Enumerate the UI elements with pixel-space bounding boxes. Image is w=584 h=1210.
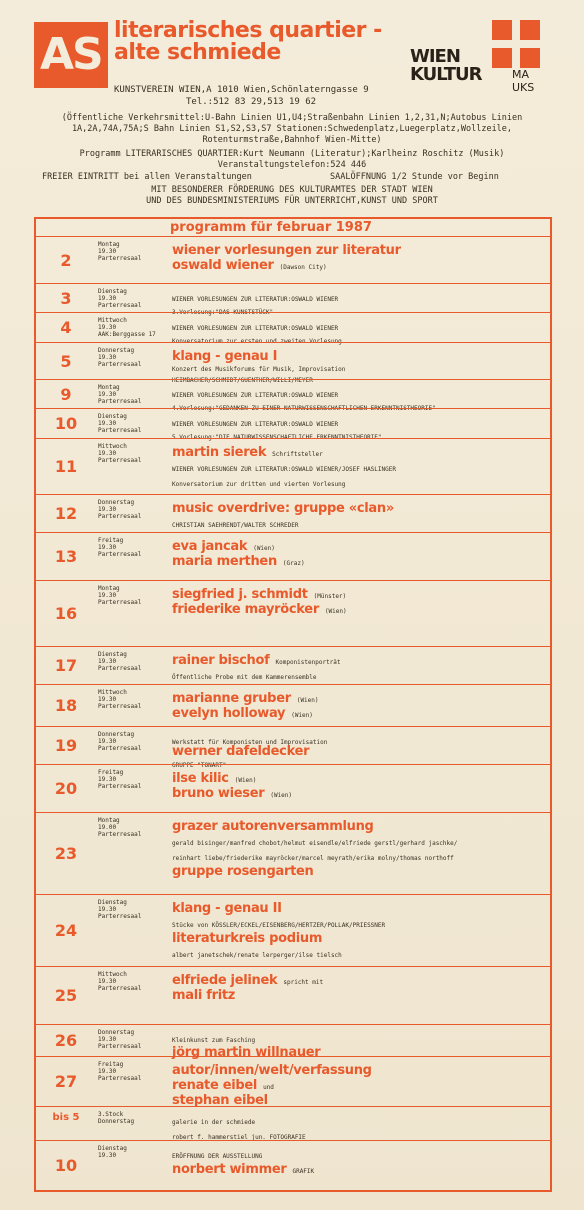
row-day-time: Montag 19.30 Parterresaal [98,241,142,262]
event-note: Schriftsteller [272,451,323,458]
funding-line-2: UND DES BUNDESMINISTERIUMS FÜR UNTERRICHT,KUNST UND SPORT [146,196,438,206]
event-title: literaturkreis podium [172,931,323,946]
event-line [172,782,292,801]
row-date: 3 [60,288,72,308]
event-note: Komponistenporträt [275,659,341,666]
program-row [36,312,550,343]
event-phone-line: Veranstaltungstelefon:524 446 [217,160,367,170]
row-day-time: Freitag 19.30 Parterresaal [98,769,142,790]
program-row [36,812,550,895]
event-title: martin sierek [172,445,267,460]
program-row [36,966,550,1025]
row-date: 11 [54,457,78,476]
event-title: evelyn holloway [172,706,286,721]
title-line-1: literarisches quartier - [114,18,382,43]
row-day-time: Dienstag 19.30 Parterresaal [98,288,142,309]
event-title: renate eibel [172,1078,258,1093]
row-day-time: Donnerstag 19.30 Parterresaal [98,1029,142,1050]
row-day-time: Donnerstag 19.30 Parterresaal [98,731,142,752]
event-title: ilse kilic [172,771,229,786]
row-date: 24 [54,921,78,940]
row-day-time: Dienstag 19.30 Parterresaal [98,651,142,672]
event-title: elfriede jelinek [172,973,278,988]
program-row [36,761,550,813]
address-line: KUNSTVEREIN WIEN,A 1010 Wien,Schönlaterngasse 9 [114,85,369,95]
row-date: 25 [54,986,78,1005]
event-line [172,550,305,569]
row-date: 17 [54,656,78,675]
free-entry-line: FREIER EINTRITT bei allen Veranstaltungen [42,172,252,182]
event-note: (Wien) [324,608,347,615]
row-date: 12 [54,504,78,523]
event-line [172,254,327,273]
transport-line-2: 1A,2A,74A,75A;S Bahn Linien S1,S2,S3,S7 Stationen:Schwedenplatz,Luegerplatz,Wollzeile, [71,124,513,134]
wk-text: WIEN KULTUR [410,46,482,85]
event-detail: Öffentliche Probe mit dem Kammerensemble [172,674,317,681]
event-title: mali fritz [172,988,236,1003]
row-day-time: Montag 19.30 Parterresaal [98,384,142,405]
event-detail: WIENER VORLESUNGEN ZUR LITERATUR:OSWALD WIENER [172,392,339,399]
event-detail: galerie in der schmiede [172,1119,256,1126]
program-row [36,1140,550,1191]
event-detail: Konversatorium zur ersten und zweiten Vorlesung [172,338,342,345]
event-title: gruppe rosengarten [172,864,314,879]
event-title: maria merthen [172,554,277,569]
event-detail: 5.Vorlesung:"DIE NATURWISSENSCHAFTLICHE ERKENNTNISTHEORIE" [172,434,382,441]
row-day-time: Mittwoch 19.30 Parterresaal [98,689,142,710]
event-line [172,860,313,879]
event-title: wiener vorlesungen zur literatur [172,243,401,258]
row-date: 23 [54,844,78,863]
event-line [172,702,313,721]
transport-line-3: Rotenturmstraße,Bahnhof Wien-Mitte) [202,135,382,145]
event-detail: WIENER VORLESUNGEN ZUR LITERATUR:OSWALD WIENER [172,296,339,303]
event-note: (Wien) [253,545,275,552]
event-detail: 3.Vorlesung:"DAS KUNSTSTÜCK" [172,308,274,316]
row-day-time: Montag 19.00 Parterresaal [98,817,142,838]
event-detail: Konversatorium zur dritten und vierten Vorlesung [172,481,346,488]
event-detail: ERÖFFNUNG DER AUSSTELLUNG [172,1153,263,1160]
program-row [36,1106,550,1141]
cross-icon [492,20,540,68]
row-date: 19 [54,736,78,755]
row-day-time: Montag 19.30 Parterresaal [98,585,142,606]
row-day-time: Freitag 19.30 Parterresaal [98,537,142,558]
wien-kultur-logo [410,20,554,98]
event-title: marianne gruber [172,691,291,706]
event-detail: Konzert des Musikforums für Musik, Improvisation [172,366,346,373]
event-note: (Dawson City) [279,264,327,271]
event-line [172,664,317,683]
program-row [36,408,550,439]
program-row [36,1024,550,1060]
event-line [172,1158,314,1177]
event-note: (Graz) [282,560,305,567]
event-title: siegfried j. schmidt [172,587,308,602]
event-title: norbert wimmer [172,1162,287,1177]
program-row [36,283,550,316]
as-logo [34,22,108,88]
program-row [36,532,550,581]
event-note: (Wien) [296,697,319,704]
program-row [36,1056,550,1107]
event-detail: WIENER VORLESUNGEN ZUR LITERATUR:OSWALD WIENER/JOSEF HASLINGER [172,466,396,473]
program-row [36,894,550,967]
event-title: klang - genau II [172,901,282,916]
row-day-time: Dienstag 19.30 Parterresaal [98,413,142,434]
event-detail: HEIMBACHER/SCHMIDT/GUENTHER/WILLI/MEYER [172,377,313,384]
row-date: 10 [54,414,78,433]
event-detail: WIENER VORLESUNGEN ZUR LITERATUR:OSWALD WIENER [172,421,339,428]
row-day-time: Donnerstag 19.30 Parterresaal [98,499,142,520]
event-note: GRAFIK [292,1168,315,1175]
row-day-time: Dienstag 19.30 Parterresaal [98,899,142,920]
program-row [36,726,550,769]
event-detail: albert janetschek/renate lerperger/ilse tielsch [172,952,342,959]
row-day-time: 3.Stock Donnerstag [98,1111,135,1125]
program-row [36,342,550,384]
event-line [172,471,345,490]
event-detail: robert f. hammerstiel jun. FOTOGRAFIE [172,1134,306,1141]
title-line-2: alte schmiede [114,40,281,65]
logo-text: AS [40,29,102,80]
event-title: rainer bischof [172,653,270,668]
row-date: 5 [60,351,72,371]
row-date: 20 [54,779,78,798]
event-title: stephan eibel [172,1093,268,1108]
wk-sub: MA UKS [512,68,535,94]
phone-line: Tel.:512 83 29,513 19 62 [186,97,317,107]
opening-line: SAALÖFFNUNG 1/2 Stunde vor Beginn [330,172,499,182]
event-detail: 4.Vorlesung:"GEDANKEN ZU EINER NATURWISSENSCHAFTLICHEN ERKENNTNISTHEORIE" [172,404,436,412]
event-title: autor/innen/welt/verfassung [172,1063,372,1078]
row-day-time: Mittwoch 19.30 Parterresaal [98,443,142,464]
event-detail: Stücke von KÖSSLER/ECKEL/EISENBERG/HERTZER/POLLAK/PRIESSNER [172,922,386,929]
row-day-time: Mittwoch 19.30 Parterresaal [98,971,142,992]
event-title: jörg martin willnauer [172,1045,321,1060]
program-row [36,684,550,727]
event-note: (Wien) [270,792,293,799]
event-detail: reinhart liebe/friederike mayröcker/marcel meyrath/erika molny/thomas northoff [172,855,454,862]
transport-line-1: (Öffentliche Verkehrsmittel:U-Bahn Linien U1,U4;Straßenbahn Linien 1,2,31,N;Autobus Linien [61,113,523,123]
event-title: music overdrive: gruppe «clan» [172,501,394,516]
row-date: 27 [54,1072,78,1091]
event-title: klang - genau I [172,349,278,364]
event-detail: Kleinkunst zum Fasching [172,1037,256,1044]
funding-line-1: MIT BESONDERER FÖRDERUNG DES KULTURAMTES DER STADT WIEN [151,185,433,195]
row-date: bis 5 [52,1112,80,1123]
event-note: spricht mit [283,979,324,986]
event-detail: GRUPPE "TONART" [172,761,227,769]
event-note: und [263,1084,274,1091]
program-line: Programm LITERARISCHES QUARTIER:Kurt Neumann (Literatur);Karlheinz Roschitz (Musik) [79,149,505,159]
event-title: oswald wiener [172,258,274,273]
row-date: 26 [54,1031,78,1050]
event-line [172,598,347,617]
row-date: 2 [60,250,72,270]
event-note: (Wien) [291,712,313,719]
program-title: programm für februar 1987 [170,220,372,235]
event-line [172,512,298,531]
event-detail: WIENER VORLESUNGEN ZUR LITERATUR:OSWALD WIENER [172,325,339,332]
row-date: 4 [60,318,72,337]
row-date: 9 [60,384,72,404]
event-note: (Münster) [313,593,347,600]
row-date: 18 [54,696,78,715]
row-day-time: Freitag 19.30 Parterresaal [98,1061,142,1082]
event-title: friederike mayröcker [172,602,319,617]
row-date: 13 [54,547,78,566]
program-row [36,236,550,284]
program-row [36,494,550,533]
event-title: grazer autorenversammlung [172,819,374,834]
program-row [36,438,550,495]
row-date: 10 [54,1156,78,1175]
event-detail: gerald bisinger/manfred chobot/helmut eisendle/elfriede gerstl/gerhard jaschke/ [172,840,458,847]
event-title: eva jancak [172,539,248,554]
event-line [172,984,235,1003]
event-title: bruno wieser [172,786,265,801]
program-row [36,379,550,412]
row-day-time: Dienstag 19.30 [98,1145,127,1159]
program-row [36,646,550,685]
program-row [36,580,550,647]
row-date: 16 [54,604,78,623]
row-day-time: Mittwoch 19.30 AAK:Berggasse 17 [98,317,156,338]
row-day-time: Donnerstag 19.30 Parterresaal [98,347,142,368]
event-line [172,942,342,961]
event-note: (Wien) [234,777,257,784]
poster-title [114,20,404,64]
event-detail: Werkstatt für Komponisten und Improvisation [172,739,328,746]
event-title: werner dafeldecker [172,744,310,760]
event-detail: CHRISTIAN SAEHRENDT/WALTER SCHREDER [172,522,299,529]
